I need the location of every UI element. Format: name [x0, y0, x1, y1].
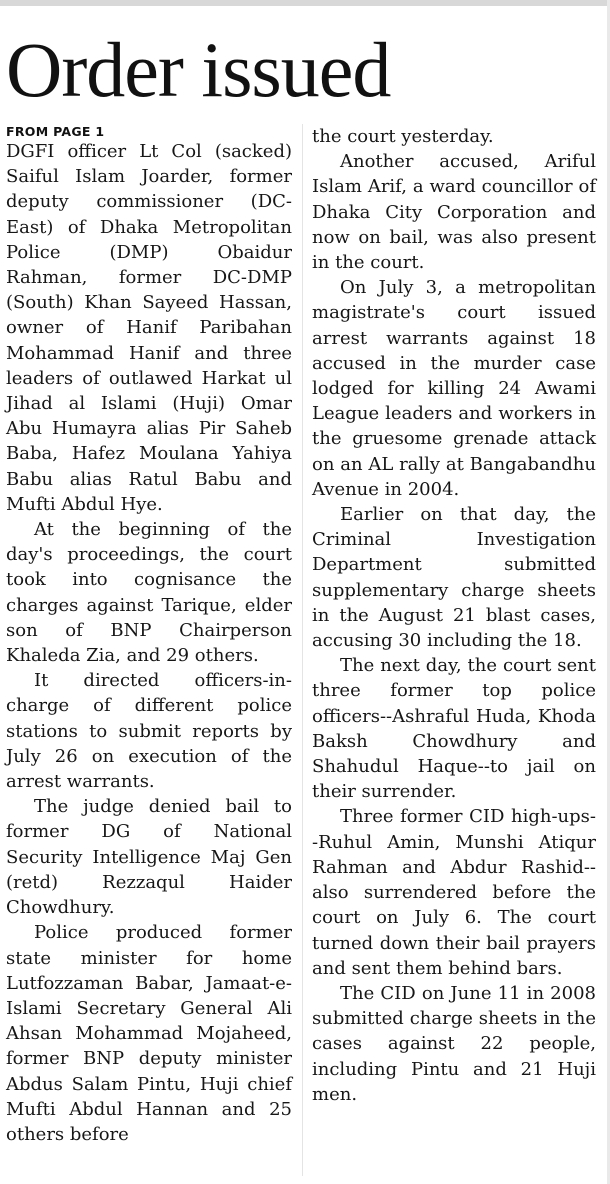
paragraph: DGFI officer Lt Col (sacked) Saiful Islam Joarder, former deputy commissioner (DC-East) of Dhaka Metropolitan Police (DMP) Obaidur Rahman, former DC-DMP (South) Khan Sayeed Hassan, owner of Hanif Paribahan Mohammad Hanif and three leaders of outlawed Harkat ul Jihad al Islami (Huji) Omar Abu Humayra alias Pir Saheb Baba, Hafez Moulana Yahiya Babu alias Ratul Babu and Mufti Abdul Hye.	[6, 141, 292, 515]
paragraph: It directed officers-in-charge of different police stations to submit reports by July 26 on execution of the arrest warrants.	[6, 670, 292, 793]
paragraph: Three former CID high-ups--Ruhul Amin, Munshi Atiqur Rahman and Abdur Rashid--also surrendered before the court on July 6. The court turned down their bail prayers and sent them behind bars.	[312, 806, 596, 979]
paragraph: Another accused, Ariful Islam Arif, a ward councillor of Dhaka City Corporation and now on bail, was also present in the court.	[312, 151, 596, 274]
right-column	[312, 124, 596, 1107]
paragraph: At the beginning of the day's proceedings, the court took into cognisance the charges against Tarique, elder son of BNP Chairperson Khaleda Zia, and 29 others.	[6, 519, 292, 667]
paragraph: The CID on June 11 in 2008 submitted charge sheets in the cases against 22 people, including Pintu and 21 Huji men.	[312, 982, 596, 1105]
paragraph: The judge denied bail to former DG of National Security Intelligence Maj Gen (retd) Rezzaqul Haider Chowdhury.	[6, 796, 292, 919]
top-rule	[0, 0, 610, 6]
headline: Order issued	[6, 26, 391, 113]
paragraph: the court yesterday.	[312, 126, 494, 147]
left-column	[6, 124, 292, 1147]
paragraph: Police produced former state minister for home Lutfozzaman Babar, Jamaat-e-Islami Secretary General Ali Ahsan Mohammad Mojaheed, former BNP deputy minister Abdus Salam Pintu, Huji chief Mufti Abdul Hannan and 25 others before	[6, 922, 292, 1145]
paragraph: On July 3, a metropolitan magistrate's court issued arrest warrants against 18 accused in the murder case lodged for killing 24 Awami League leaders and workers in the gruesome grenade attack on an AL rally at Bangabandhu Avenue in 2004.	[312, 277, 596, 500]
column-divider	[302, 124, 303, 1176]
paragraph: The next day, the court sent three former top police officers--Ashraful Huda, Khoda Baksh Chowdhury and Shahudul Haque--to jail on their surrender.	[312, 655, 596, 803]
kicker: FROM PAGE 1	[6, 124, 105, 139]
paragraph: Earlier on that day, the Criminal Investigation Department submitted supplementary charge sheets in the August 21 blast cases, accusing 30 including the 18.	[312, 504, 596, 652]
